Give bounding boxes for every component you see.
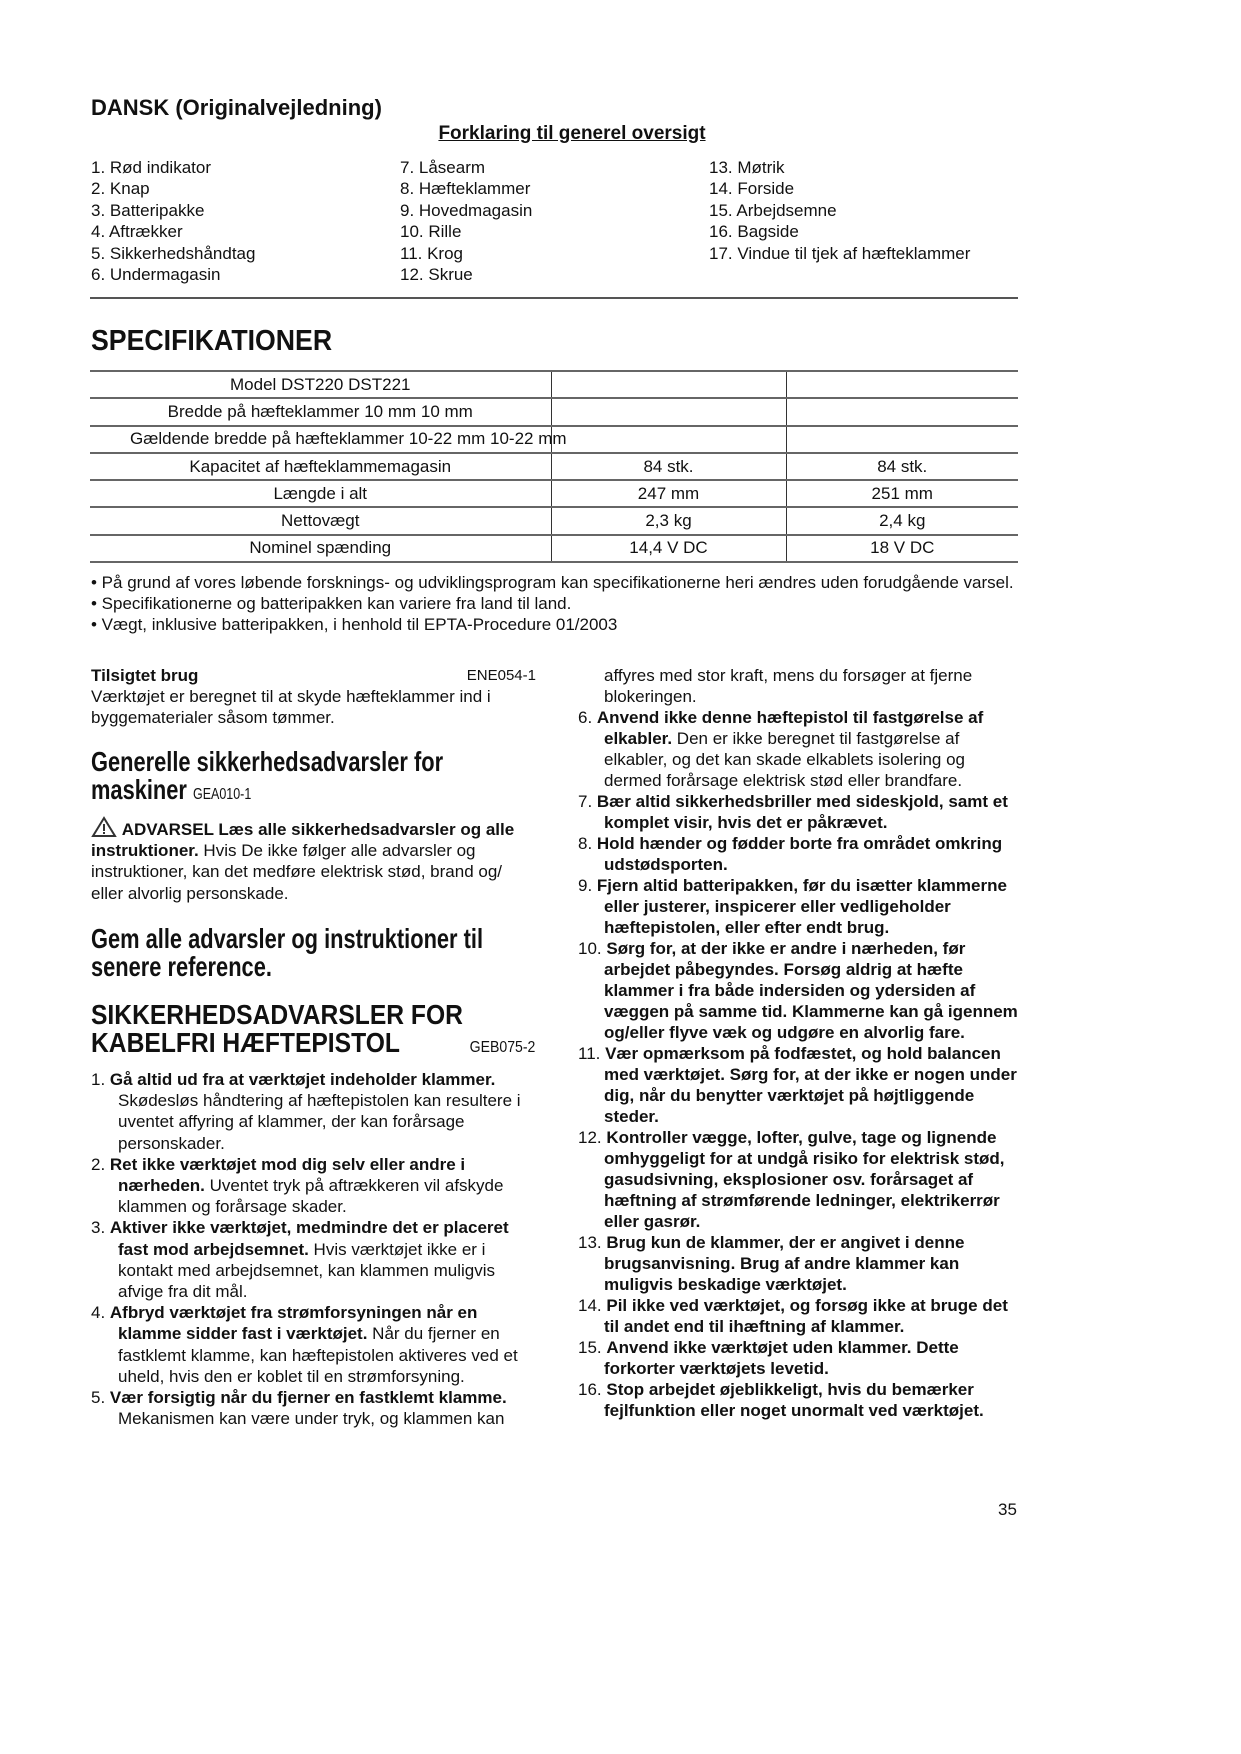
safety-item-number: 6. [578, 708, 597, 727]
spec-cell: Gældende bredde på hæfteklammer 10-22 mm 10-22 mm [90, 426, 551, 453]
spec-cell: 18 V DC [786, 535, 1018, 562]
safety-item-bold: Aktiver ikke værktøjet, medmindre det er placeret fast mod arbejdsemnet. [109, 1218, 509, 1259]
legend-item: 9. Hovedmagasin [400, 200, 533, 220]
legend-item: 13. Møtrik [709, 158, 785, 177]
safety-item-number: 13. [578, 1233, 607, 1252]
safety-item-bold: Ret ikke værktøjet mod dig selv eller andre i nærheden. [109, 1154, 466, 1196]
legend-item: 14. Forside [709, 179, 795, 199]
legend-item: 1. Rød indikator [91, 158, 211, 177]
legend-item: 17. Vindue til tjek af hæfteklammer [709, 243, 971, 263]
keep-instructions-heading: Gem alle advarsler og instruktioner til senere reference. [91, 923, 484, 982]
general-warnings-heading [91, 748, 536, 809]
safety-item [91, 1154, 536, 1218]
legend-column-2 [400, 157, 532, 285]
safety-item-bold: Kontroller vægge, lofter, gulve, tage og lignende omhyggeligt for at undgå risiko for elektrisk stød, gasudsivning, eksplosioner osv. forårsaget af hæftning af strømførende ledninger, elektrikerrør eller gasrør. [604, 1128, 1005, 1231]
safety-item [578, 833, 1023, 875]
legend-item: 10. Rille [400, 222, 462, 242]
spec-row [90, 426, 1018, 453]
safety-item-bold: Sørg for, at der ikke er andre i nærheden, før arbejdet påbegyndes. Forsøg aldrig at hæfte klammer i fra både indersiden og ydersiden af væggen på samme tid. Klammerne kan gå igennem og/eller flyve væk og udgøre en alvorlig fare. [604, 939, 1018, 1042]
safety-item-bold: Stop arbejdet øjeblikkeligt, hvis du bemærker fejlfunktion eller noget unormalt ved værktøjet. [604, 1380, 984, 1420]
safety-item [578, 1295, 1023, 1337]
spec-cell: 84 stk. [551, 453, 786, 480]
safety-item [578, 1127, 1023, 1232]
safety-item-number: 4. [91, 1303, 110, 1323]
safety-item [578, 1337, 1023, 1379]
general-title: Generelle sikkerhedsadvarsler for maskiner [91, 746, 444, 805]
legend-item: 15. Arbejdsemne [709, 200, 837, 220]
legend-item: 7. Låsearm [400, 158, 486, 177]
spec-cell: Nominel spænding [90, 535, 551, 562]
safety-item [578, 1379, 1023, 1421]
safety-item-bold: Hold hænder og fødder borte fra området omkring udstødsporten. [596, 834, 1003, 874]
safety-item-number: 3. [91, 1218, 110, 1238]
safety-item-number: 10. [578, 939, 607, 958]
spec-cell: 2,4 kg [786, 507, 1018, 534]
section-code: ENE054-1 [466, 667, 536, 684]
safety-item-number: 11. [578, 1044, 606, 1063]
legend-item: 16. Bagside [709, 222, 799, 242]
cordless-title-2: KABELFRI HÆFTEPISTOL [91, 1027, 400, 1058]
safety-item-bold: Afbryd værktøjet fra strømforsyningen når en klamme sidder fast i værktøjet. [109, 1303, 478, 1344]
safety-list-right [578, 665, 1023, 1421]
spec-cell [786, 398, 1018, 425]
safety-item-bold: Gå altid ud fra at værktøjet indeholder klammer. [109, 1070, 496, 1089]
section-code: GEA010-1 [192, 786, 252, 803]
spec-cell: 2,3 kg [551, 507, 786, 534]
spec-cell: Bredde på hæfteklammer 10 mm 10 mm [90, 398, 551, 425]
warning-text: Hvis De ikke følger alle advarsler og instruktioner, kan det medføre elektrisk stød, brand og/ eller alvorlig personskade. [91, 841, 503, 903]
safety-item [91, 1302, 536, 1387]
intended-use-title: Tilsigtet brug [91, 666, 199, 685]
safety-item [91, 1387, 536, 1429]
safety-item-bold: Pil ikke ved værktøjet, og forsøg ikke at bruge det til andet end til ihæftning af klammer. [604, 1296, 1008, 1336]
warning-bold: ADVARSEL Læs alle sikkerhedsadvarsler og alle instruktioner. [91, 820, 515, 861]
safety-item [578, 791, 1023, 833]
spec-cell [786, 371, 1018, 398]
spec-cell: Kapacitet af hæfteklammemagasin [90, 453, 551, 480]
safety-item-bold: Bær altid sikkerhedsbriller med sideskjold, samt et komplet visir, hvis det er påkrævet. [596, 792, 1008, 832]
specs-table [90, 370, 1018, 563]
spec-cell [551, 371, 786, 398]
safety-item-number: 15. [578, 1338, 607, 1357]
safety-item-text: Uventet tryk på aftrækkeren vil afskyde klammen og forårsage skader. [118, 1176, 504, 1217]
specs-heading: SPECIFIKATIONER [91, 325, 333, 357]
safety-item-bold: Brug kun de klammer, der er angivet i denne brugsanvisning. Brug af andre klammer kan muligvis beskadige værktøjet. [604, 1233, 965, 1294]
spec-row [90, 371, 1018, 398]
safety-item-number: 1. [91, 1070, 110, 1089]
safety-item-number: 9. [578, 876, 597, 895]
spec-cell: Nettovægt [90, 507, 551, 534]
legend-column-1 [91, 157, 255, 285]
overview-title: Forklaring til generel oversigt [438, 123, 706, 144]
safety-item-bold: Vær forsigtig når du fjerner en fastklemt klamme. [109, 1388, 507, 1408]
spec-cell: 14,4 V DC [551, 535, 786, 562]
safety-item [578, 1043, 1023, 1127]
safety-item [91, 1069, 536, 1154]
safety-item [578, 1232, 1023, 1295]
spec-cell [551, 398, 786, 425]
safety-list-left [91, 1069, 536, 1429]
spec-row [90, 453, 1018, 480]
safety-item-text: Skødesløs håndtering af hæftepistolen kan resultere i uventet affyring af klammer, der kan forårsage personskader. [118, 1091, 521, 1153]
legend-column-3 [709, 157, 970, 264]
legend-item: 8. Hæfteklammer [400, 179, 531, 199]
legend-item: 3. Batteripakke [91, 200, 205, 220]
note: • På grund af vores løbende forsknings- og udviklingsprogram kan specifikationerne heri ændres uden forudgående varsel. [91, 573, 1014, 592]
safety-item-text: Når du fjerner en fastklemt klamme, kan hæftepistolen aktiveres ved et uheld, hvis den er koblet til en strømforsyning. [118, 1324, 518, 1386]
language-heading: DANSK (Originalvejledning) [91, 95, 382, 120]
spec-cell: Model DST220 DST221 [90, 371, 551, 398]
spec-cell [551, 426, 786, 453]
safety-item-number: 16. [578, 1380, 607, 1399]
spec-cell: Længde i alt [90, 480, 551, 507]
spec-notes [91, 572, 1021, 635]
safety-item-number: 7. [578, 792, 597, 811]
legend-item: 6. Undermagasin [91, 265, 221, 285]
safety-item-text: Hvis værktøjet ikke er i kontakt med arbejdsemnet, kan klammen muligvis afvige fra dit mål. [118, 1239, 495, 1302]
safety-item [91, 1217, 536, 1302]
safety-item-number: 5. [91, 1388, 110, 1408]
note: • Vægt, inklusive batteripakken, i henhold til EPTA-Procedure 01/2003 [91, 615, 618, 634]
safety-item-text: Den er ikke beregnet til fastgørelse af elkabler, og det kan skade elkablets isolering og dermed forårsage elektrisk stød eller brandfare. [604, 729, 966, 790]
safety-item-bold: Vær opmærksom på fodfæstet, og hold balancen med værktøjet. Sørg for, at der ikke er nogen under dig, når du benytter værktøjet på højtliggende steder. [604, 1044, 1017, 1126]
legend-item: 2. Knap [91, 179, 150, 199]
safety-item-bold: Fjern altid batteripakken, før du isætter klammerne eller justerer, inspicerer eller vedligeholder hæftepistolen, eller efter endt brug. [596, 876, 1007, 937]
safety-item-bold: Anvend ikke værktøjet uden klammer. Dette forkorter værktøjets levetid. [604, 1338, 959, 1378]
spec-row [90, 507, 1018, 534]
safety-item-text: Mekanismen kan være under tryk, og klammen kan [118, 1409, 505, 1429]
cordless-title-1: SIKKERHEDSADVARSLER FOR [91, 999, 463, 1030]
intended-use [91, 665, 536, 729]
intended-use-text: Værktøjet er beregnet til at skyde hæfteklammer ind i byggematerialer såsom tømmer. [91, 687, 491, 728]
safety-item [578, 707, 1023, 791]
item-5-continued: affyres med stor kraft, mens du forsøger at fjerne blokeringen. [604, 666, 973, 706]
spec-row [90, 398, 1018, 425]
safety-item-number: 12. [578, 1128, 607, 1147]
spec-row [90, 480, 1018, 507]
cordless-heading [91, 1001, 535, 1062]
legend-item: 12. Skrue [400, 265, 473, 285]
safety-item-number: 8. [578, 834, 597, 853]
spec-cell [786, 426, 1018, 453]
safety-item-bold: Anvend ikke denne hæftepistol til fastgørelse af elkabler. [596, 708, 984, 748]
spec-cell: 251 mm [786, 480, 1018, 507]
note: • Specifikationerne og batteripakken kan variere fra land til land. [91, 594, 572, 613]
spec-row [90, 535, 1018, 562]
legend-item: 4. Aftrækker [91, 222, 183, 242]
warning-paragraph [91, 816, 536, 904]
spec-cell: 84 stk. [786, 453, 1018, 480]
legend-item: 11. Krog [400, 243, 464, 263]
page-number: 35 [998, 1500, 1017, 1519]
warning-triangle-icon [91, 816, 117, 838]
spec-cell: 247 mm [551, 480, 786, 507]
legend-item: 5. Sikkerhedshåndtag [91, 243, 256, 263]
safety-item-number: 2. [91, 1154, 110, 1174]
section-code: GEB075-2 [469, 1039, 536, 1056]
safety-item [578, 875, 1023, 938]
safety-item-number: 14. [578, 1296, 607, 1315]
divider [90, 297, 1018, 299]
safety-item [578, 938, 1023, 1043]
